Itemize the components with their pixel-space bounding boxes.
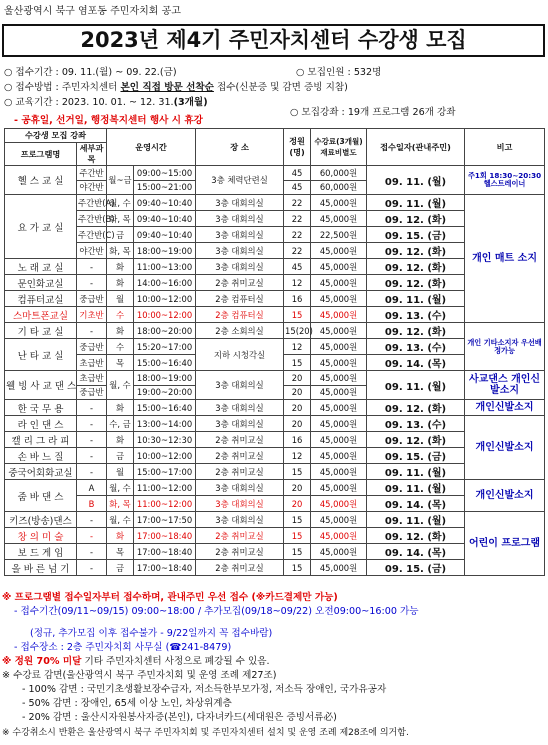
program-name: 스마트폰교실	[5, 307, 77, 323]
class-place: 3층 대회의실	[196, 243, 284, 259]
apply-date: 09. 12. (화)	[367, 243, 465, 259]
footer-line-5b: 기타 주민자치센터 사정으로 폐강될 수 있음.	[81, 656, 270, 667]
sub-course: -	[77, 259, 107, 275]
apply-date: 09. 14. (목)	[367, 496, 465, 512]
capacity: 20	[284, 480, 311, 496]
class-time: 18:00~19:00	[134, 371, 196, 386]
table-row	[5, 432, 545, 448]
recruit-info: ○ 모집인원 : 532명	[296, 67, 382, 78]
table-row	[5, 227, 545, 243]
footer-line-10: ※ 수강취소시 반환은 울산광역시 북구 주민자치회 및 주민자치센터 설치 및 운영 조례 제28조에 의거함.	[2, 728, 409, 738]
apply-date: 09. 11. (월)	[367, 371, 465, 400]
class-time: 10:00~12:00	[134, 291, 196, 307]
class-place: 3층 대회의실	[196, 480, 284, 496]
apply-date: 09. 12. (화)	[367, 528, 465, 544]
table-row	[5, 307, 545, 323]
fee: 45,000원	[311, 275, 367, 291]
table-row	[5, 211, 545, 227]
fee: 45,000원	[311, 432, 367, 448]
sub-course: -	[77, 560, 107, 576]
class-day: 수	[107, 307, 134, 323]
remark: 개인신발소지	[465, 416, 545, 480]
class-place: 3층 대회의실	[196, 211, 284, 227]
apply-date: 09. 15. (금)	[367, 448, 465, 464]
class-place: 2층 취미교실	[196, 275, 284, 291]
remark: 개인신발소지	[465, 480, 545, 512]
class-place: 지하 시청각실	[196, 339, 284, 371]
table-row	[5, 544, 545, 560]
remark: 주1회 18:30~20:30 헬스트레이너	[465, 166, 545, 195]
remark: 사교댄스 개인신발소지	[465, 371, 545, 400]
method-post: 접수(신분증 및 감면 증빙 지참)	[213, 82, 348, 93]
class-day: 화, 목	[107, 211, 134, 227]
sub-course: 주간반(C)	[77, 227, 107, 243]
program-name: 컴퓨터교실	[5, 291, 77, 307]
period-info: ○ 접수기간 : 09. 11.(월) ~ 09. 22.(금)	[4, 67, 177, 78]
capacity: 45	[284, 180, 311, 195]
capacity: 45	[284, 259, 311, 275]
fee: 45,000원	[311, 400, 367, 416]
apply-date: 09. 11. (월)	[367, 195, 465, 211]
table-row	[5, 323, 545, 339]
sub-course: 기초반	[77, 307, 107, 323]
table-row	[5, 480, 545, 496]
edu-pre: ○ 교육기간 : 2023. 10. 01. ~ 12. 31.	[4, 97, 174, 108]
apply-date: 09. 12. (화)	[367, 259, 465, 275]
footer-line-9: - 20% 감면 : 울산시자원봉사자증(본인), 다자녀카드(세대원은 증빙서류必)	[22, 712, 337, 723]
class-day: 월~금	[107, 166, 134, 195]
fee: 45,000원	[311, 291, 367, 307]
sub-course: 야간반	[77, 243, 107, 259]
program-name: 캘 리 그 라 피	[5, 432, 77, 448]
apply-date: 09. 11. (월)	[367, 512, 465, 528]
header-time: 운영시간	[107, 129, 196, 166]
class-time: 09:40~10:40	[134, 227, 196, 243]
class-place: 2층 취미교실	[196, 528, 284, 544]
class-time: 10:30~12:30	[134, 432, 196, 448]
sub-course: -	[77, 512, 107, 528]
class-place: 3층 대회의실	[196, 195, 284, 211]
program-name: 손 바 느 질	[5, 448, 77, 464]
class-day: 화	[107, 528, 134, 544]
apply-date: 09. 13. (수)	[367, 307, 465, 323]
class-time: 10:00~12:00	[134, 307, 196, 323]
sub-course: -	[77, 464, 107, 480]
fee: 45,000원	[311, 448, 367, 464]
capacity: 45	[284, 166, 311, 181]
table-row	[5, 560, 545, 576]
sub-course: -	[77, 275, 107, 291]
apply-date: 09. 11. (월)	[367, 464, 465, 480]
capacity: 15	[284, 512, 311, 528]
table-row	[5, 528, 545, 544]
fee: 22,500원	[311, 227, 367, 243]
class-day: 목	[107, 355, 134, 371]
class-time: 15:20~17:00	[134, 339, 196, 355]
fee: 60,000원	[311, 180, 367, 195]
fee: 45,000원	[311, 355, 367, 371]
apply-date: 09. 15. (금)	[367, 227, 465, 243]
capacity: 16	[284, 291, 311, 307]
sub-course: -	[77, 323, 107, 339]
header-capacity: 정원(명)	[284, 129, 311, 166]
sub-course: -	[77, 544, 107, 560]
capacity: 20	[284, 385, 311, 400]
footer-line-5	[2, 653, 270, 667]
table-row	[5, 496, 545, 512]
sub-course: 중급반	[77, 385, 107, 400]
footer-line-5a: ※ 정원 70% 미달	[2, 656, 82, 667]
remark: 개인 매트 소지	[465, 195, 545, 323]
class-place: 2층 컴퓨터실	[196, 291, 284, 307]
class-day: 수, 금	[107, 416, 134, 432]
class-time: 15:00~16:40	[134, 400, 196, 416]
class-day: 화	[107, 432, 134, 448]
fee: 45,000원	[311, 307, 367, 323]
apply-date: 09. 13. (수)	[367, 339, 465, 355]
capacity: 20	[284, 416, 311, 432]
sub-course: 야간반	[77, 180, 107, 195]
program-name: 문인화교실	[5, 275, 77, 291]
header-remark: 비고	[465, 129, 545, 166]
program-name: 중국어회화교실	[5, 464, 77, 480]
capacity: 20	[284, 400, 311, 416]
class-day: 월, 수	[107, 195, 134, 211]
class-day: 목	[107, 544, 134, 560]
class-place: 2층 취미교실	[196, 432, 284, 448]
class-place: 2층 취미교실	[196, 544, 284, 560]
header-group: 수강생 모집 강좌	[5, 129, 107, 143]
method-pre: ○ 접수방법 : 주민자치센터	[4, 82, 121, 93]
class-place: 3층 대회의실	[196, 416, 284, 432]
program-name: 헬 스 교 실	[5, 166, 77, 195]
class-day: 금	[107, 560, 134, 576]
program-name: 웰 빙 사 교 댄 스	[5, 371, 77, 400]
fee: 45,000원	[311, 195, 367, 211]
fee: 45,000원	[311, 416, 367, 432]
capacity: 22	[284, 211, 311, 227]
table-row	[5, 464, 545, 480]
capacity: 22	[284, 243, 311, 259]
capacity: 12	[284, 275, 311, 291]
footer-line-2: - 접수기간(09/11~09/15) 09:00~18:00 / 추가모집(09/18~09/22) 오전09:00~16:00 가능	[14, 606, 419, 617]
remark: 개인 기타소지자 우선배정가능	[465, 323, 545, 371]
class-place: 2층 취미교실	[196, 560, 284, 576]
apply-date: 09. 12. (화)	[367, 211, 465, 227]
class-day: 화	[107, 400, 134, 416]
sub-course: 초급반	[77, 371, 107, 386]
capacity: 12	[284, 339, 311, 355]
footer-line-7: - 100% 감면 : 국민기초생활보장수급자, 저소득한부모가정, 저소득 장애인, 국가유공자	[22, 684, 387, 695]
table-row	[5, 166, 545, 181]
sub-course: -	[77, 432, 107, 448]
sub-course: B	[77, 496, 107, 512]
program-name: 한 국 무 용	[5, 400, 77, 416]
class-time: 18:00~19:00	[134, 243, 196, 259]
capacity: 15	[284, 464, 311, 480]
footer-line-3: (정규, 추가모집 이후 접수불가 - 9/22일까지 꼭 접수바람)	[30, 628, 273, 639]
sub-course: A	[77, 480, 107, 496]
class-time: 18:00~20:00	[134, 323, 196, 339]
class-time: 17:00~18:40	[134, 544, 196, 560]
class-day: 화	[107, 275, 134, 291]
class-time: 11:00~13:00	[134, 259, 196, 275]
fee: 45,000원	[311, 371, 367, 386]
table-row	[5, 448, 545, 464]
sub-course: 중급반	[77, 339, 107, 355]
remark: 어린이 프로그램	[465, 512, 545, 576]
program-name: 난 타 교 실	[5, 339, 77, 371]
apply-date: 09. 11. (월)	[367, 166, 465, 195]
class-day: 화	[107, 323, 134, 339]
fee: 45,000원	[311, 560, 367, 576]
capacity: 15	[284, 355, 311, 371]
sub-course: 주간반(A)	[77, 195, 107, 211]
course-info: ○ 모집강좌 : 19개 프로그램 26개 강좌	[290, 107, 456, 118]
capacity: 15(20)	[284, 323, 311, 339]
class-time: 15:00~21:00	[134, 180, 196, 195]
apply-date: 09. 12. (화)	[367, 432, 465, 448]
class-time: 09:00~15:00	[134, 166, 196, 181]
program-name: 줌 바 댄 스	[5, 480, 77, 512]
class-day: 월, 수	[107, 371, 134, 400]
fee: 45,000원	[311, 464, 367, 480]
header-fee: 수강료(3개월)재료비별도	[311, 129, 367, 166]
class-place: 3층 체력단련실	[196, 166, 284, 195]
class-day: 월, 수	[107, 480, 134, 496]
class-day: 화, 목	[107, 243, 134, 259]
class-time: 10:00~12:00	[134, 448, 196, 464]
table-row	[5, 416, 545, 432]
program-name: 라 인 댄 스	[5, 416, 77, 432]
footer-line-8: - 50% 감면 : 장애인, 65세 이상 노인, 차상위계층	[22, 698, 232, 709]
class-day: 화, 목	[107, 496, 134, 512]
class-place: 3층 대회의실	[196, 227, 284, 243]
table-row	[5, 512, 545, 528]
footer-line-4: - 접수장소 : 2층 주민자치회 사무실 (☎241-8479)	[14, 642, 232, 653]
fee: 45,000원	[311, 512, 367, 528]
class-time: 19:00~20:00	[134, 385, 196, 400]
sub-course: -	[77, 448, 107, 464]
notice-header: 울산광역시 북구 염포동 주민자치회 공고	[4, 6, 181, 17]
class-day: 금	[107, 448, 134, 464]
class-place: 3층 대회의실	[196, 496, 284, 512]
table-row	[5, 291, 545, 307]
class-time: 17:00~18:40	[134, 560, 196, 576]
capacity: 20	[284, 371, 311, 386]
capacity: 12	[284, 448, 311, 464]
method-bold: 본인 직접 방문 선착순	[120, 82, 214, 93]
course-table	[4, 128, 545, 576]
fee: 45,000원	[311, 243, 367, 259]
method-info	[4, 79, 348, 93]
program-name: 노 래 교 실	[5, 259, 77, 275]
apply-date: 09. 12. (화)	[367, 323, 465, 339]
fee: 45,000원	[311, 339, 367, 355]
table-row	[5, 339, 545, 355]
fee: 60,000원	[311, 166, 367, 181]
edu-info	[4, 94, 208, 108]
capacity: 22	[284, 195, 311, 211]
class-day: 월	[107, 291, 134, 307]
program-name: 기 타 교 실	[5, 323, 77, 339]
program-name: 키즈(방송)댄스	[5, 512, 77, 528]
class-place: 2층 취미교실	[196, 464, 284, 480]
class-time: 11:00~12:00	[134, 496, 196, 512]
program-name: 보 드 게 임	[5, 544, 77, 560]
table-row	[5, 400, 545, 416]
fee: 45,000원	[311, 323, 367, 339]
apply-date: 09. 12. (화)	[367, 275, 465, 291]
class-time: 15:00~17:00	[134, 464, 196, 480]
header-place: 장 소	[196, 129, 284, 166]
capacity: 15	[284, 307, 311, 323]
class-place: 3층 대회의실	[196, 400, 284, 416]
class-time: 17:00~18:40	[134, 528, 196, 544]
program-name: 올 바 른 넘 기	[5, 560, 77, 576]
apply-date: 09. 15. (금)	[367, 560, 465, 576]
sub-course: -	[77, 400, 107, 416]
table-row	[5, 259, 545, 275]
table-row	[5, 371, 545, 386]
class-time: 11:00~12:00	[134, 480, 196, 496]
apply-date: 09. 11. (월)	[367, 480, 465, 496]
page-title: 2023년 제4기 주민자치센터 수강생 모집	[2, 24, 545, 57]
fee: 45,000원	[311, 544, 367, 560]
header-program: 프로그램명	[5, 143, 77, 166]
sub-course: 초급반	[77, 355, 107, 371]
footer-line-6: ※ 수강료 감면(울산광역시 북구 주민자치회 및 운영 조례 제27조)	[2, 670, 277, 681]
apply-date: 09. 12. (화)	[367, 400, 465, 416]
class-place: 2층 소회의실	[196, 323, 284, 339]
class-place: 2층 취미교실	[196, 448, 284, 464]
class-day: 월	[107, 464, 134, 480]
class-time: 17:00~17:50	[134, 512, 196, 528]
class-time: 15:00~16:40	[134, 355, 196, 371]
sub-course: 중급반	[77, 291, 107, 307]
table-row	[5, 243, 545, 259]
class-time: 14:00~16:00	[134, 275, 196, 291]
sub-course: -	[77, 416, 107, 432]
header-sub: 세부과목	[77, 143, 107, 166]
sub-course: -	[77, 528, 107, 544]
class-day: 화	[107, 259, 134, 275]
program-name: 창 의 미 술	[5, 528, 77, 544]
capacity: 15	[284, 560, 311, 576]
class-place: 2층 컴퓨터실	[196, 307, 284, 323]
capacity: 15	[284, 544, 311, 560]
fee: 45,000원	[311, 385, 367, 400]
fee: 45,000원	[311, 259, 367, 275]
fee: 45,000원	[311, 528, 367, 544]
class-place: 3층 대회의실	[196, 512, 284, 528]
table-row	[5, 275, 545, 291]
class-day: 금	[107, 227, 134, 243]
capacity: 20	[284, 496, 311, 512]
sub-course: 주간반(B)	[77, 211, 107, 227]
class-place: 3층 대회의실	[196, 371, 284, 400]
remark: 개인신발소지	[465, 400, 545, 416]
fee: 45,000원	[311, 496, 367, 512]
apply-date: 09. 11. (월)	[367, 291, 465, 307]
sub-course: 주간반	[77, 166, 107, 181]
header-date: 접수일자(관내주민)	[367, 129, 465, 166]
class-time: 09:40~10:40	[134, 211, 196, 227]
capacity: 15	[284, 528, 311, 544]
capacity: 22	[284, 227, 311, 243]
class-time: 09:40~10:40	[134, 195, 196, 211]
fee: 45,000원	[311, 480, 367, 496]
holiday-info: - 공휴일, 선거일, 행정복지센터 행사 시 휴강	[14, 115, 203, 126]
class-time: 13:00~14:00	[134, 416, 196, 432]
edu-bold: (3개월)	[173, 97, 208, 108]
table-row	[5, 195, 545, 211]
class-day: 수	[107, 339, 134, 355]
footer-line-1: ※ 프로그램별 접수일자부터 접수하며, 관내주민 우선 접수 (※카드결제만 가능)	[2, 592, 338, 603]
capacity: 16	[284, 432, 311, 448]
apply-date: 09. 14. (목)	[367, 544, 465, 560]
class-place: 3층 대회의실	[196, 259, 284, 275]
apply-date: 09. 13. (수)	[367, 416, 465, 432]
class-day: 월, 수	[107, 512, 134, 528]
apply-date: 09. 14. (목)	[367, 355, 465, 371]
fee: 45,000원	[311, 211, 367, 227]
program-name: 요 가 교 실	[5, 195, 77, 259]
